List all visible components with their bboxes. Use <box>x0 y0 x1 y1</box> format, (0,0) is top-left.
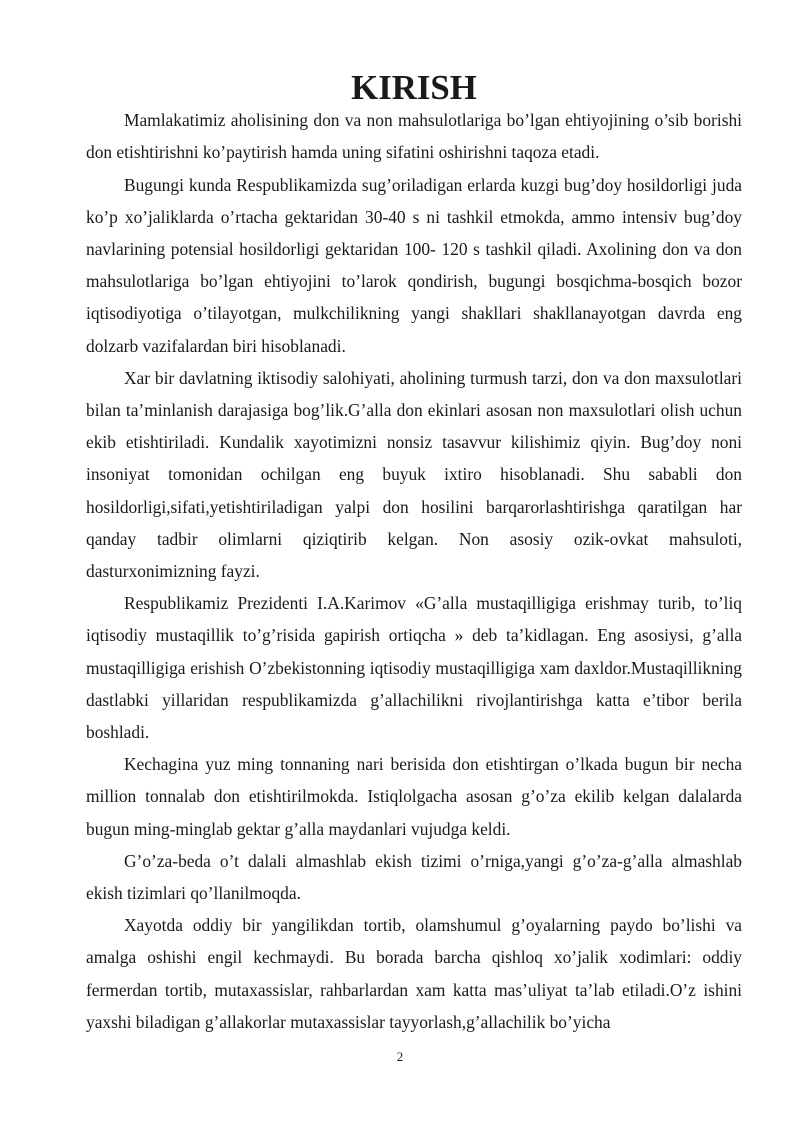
paragraph-5: Kechagina yuz ming tonnaning nari berisida don etishtirgan o’lkada bugun bir necha million tonnalab don etishtirilmokda. Istiqlolgacha asosan g’o’za ekilib kelgan dalalarda bugun ming-minglab gektar g’alla maydanlari vujudga keldi. <box>86 754 742 839</box>
paragraph-7: Xayotda oddiy bir yangilikdan tortib, olamshumul g’oyalarning paydo bo’lishi va amalga oshishi engil kechmaydi. Bu borada barcha qishloq xo’jalik xodimlari: oddiy fermerdan tortib, mutaxassislar, rahbarlardan xam katta mas’uliyat ta’lab etiladi.O’z ishini yaxshi biladigan g’allakorlar mutaxassislar tayyorlash,g’allachilik bo’yicha <box>86 915 742 1032</box>
paragraph-1: Mamlakatimiz aholisining don va non mahsulotlariga bo’lgan ehtiyojining o’sib borishi don etishtirishni ko’paytirish hamda uning sifatini oshirishni taqoza etadi. <box>86 110 742 163</box>
paragraph-2: Bugungi kunda Respublikamizda sug’oriladigan erlarda kuzgi bug’doy hosildorligi juda ko’p xo’jaliklarda o’rtacha gektaridan 30-40 s ni tashkil etmokda, ammo intensiv bug’doy navlarining potensial hosildorligi gektaridan 100- 120 s tashkil qiladi. Axolining don va don mahsulotlariga bo’lgan ehtiyojini to’larok qondirish, bugungi bosqichma-bosqich bozor iqtisodiyotiga o’tilayotgan, mulkchilikning yangi shakllari shakllanayotgan davrda eng dolzarb vazifalardan biri hisoblanadi. <box>86 174 742 356</box>
page-number: 2 <box>396 1049 404 1064</box>
paragraph-4: Respublikamiz Prezidenti I.A.Karimov «G’alla mustaqilligiga erishmay turib, to’liq iqtisodiy mustaqillik to’g’risida gapirish ortiqcha » deb ta’kidlagan. Eng asosiysi, g’alla mustaqilligiga erishish O’zbekistonning iqtisodiy mustaqilligiga xam daxldor.Mustaqillikning dastlabki yillaridan respublikamizda g’allachilikni rivojlantirishga katta e’tibor berila boshladi. <box>86 593 742 743</box>
document-body <box>86 68 742 1038</box>
paragraph-3: Xar bir davlatning iktisodiy salohiyati, aholining turmush tarzi, don va don maxsulotlari bilan ta’minlanish darajasiga bog’lik.G’alla don ekinlari asosan non maxsulotlari olish uchun ekib etishtiriladi. Kundalik xayotimizni nonsiz tasavvur kilishimiz qiyin. Bug’doy noni insoniyat tomonidan ochilgan eng buyuk ixtiro hisoblanadi. Shu sababli don hosildorligi,sifati,yetishtiriladigan yalpi don hosilini barqarorlashtirishga qaratilgan har qanday tadbir olimlarni qiziqtirib kelgan. Non asosiy ozik-ovkat mahsuloti, dasturxonimizning fayzi. <box>86 367 742 582</box>
section-heading: KIRISH <box>351 68 477 107</box>
paragraph-6: G’o’za-beda o’t dalali almashlab ekish tizimi o’rniga,yangi g’o’za-g’alla almashlab ekish tizimlari qo’llanilmoqda. <box>86 850 742 904</box>
